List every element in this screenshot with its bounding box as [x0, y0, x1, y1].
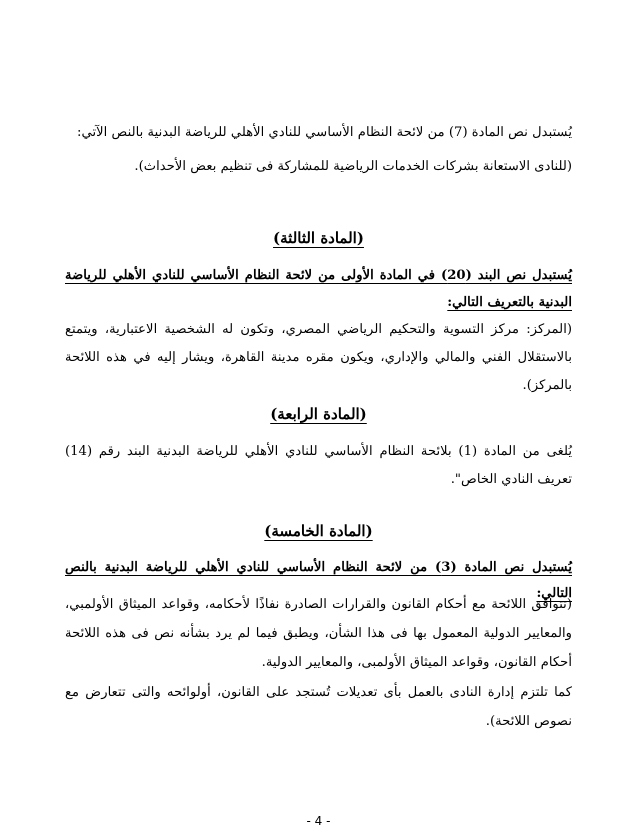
- article-4-body: يُلغى من المادة (1) بلائحة النظام الأساسي للنادي الأهلي للرياضة البدنية البند رقم (14) تعريف النادي الخاص".: [65, 444, 572, 487]
- page-number: - 4 -: [306, 814, 331, 828]
- article-5-instruction: يُستبدل نص المادة (3) من لائحة النظام الأساسي للنادي الأهلي للرياضة البدنية بالنص التالي:: [65, 560, 572, 601]
- article-5-paragraph-1: (تتوافق اللائحة مع أحكام القانون والقرارات الصادرة نفاذًا لأحكامه، وقواعد الميثاق الأولمبي، والمعايير الدولية المعمول بها فى هذا الشأن، ويطبق فيما لم يرد بشأنه نص فى هذه اللائحة أحكام القانون، وقواعد الميثاق الأولمبى، والمعايير الدولية.: [65, 597, 572, 670]
- article-4-heading-text: (المادة الرابعة): [270, 405, 367, 423]
- article-4-heading: [0, 402, 637, 426]
- article-3-instruction: يُستبدل نص البند (20) في المادة الأولى من لائحة النظام الأساسي للنادي الأهلي للرياضة البدنية بالتعريف التالي:: [65, 268, 572, 310]
- article-3-body: (المركز: مركز التسوية والتحكيم الرياضي المصري، وتكون له الشخصية الاعتبارية، ويتمتع بالاستقلال الفني والمالي والإداري، ويكون مقره مدينة القاهرة، ويشار إليه في هذه اللائحة بالمركز).: [65, 322, 572, 393]
- intro-line-1: يُستبدل نص المادة (7) من لائحة النظام الأساسي للنادي الأهلي للرياضة البدنية بالنص الآتي:: [77, 125, 572, 140]
- article-3-heading: [0, 226, 637, 250]
- intro-line-2: (للنادى الاستعانة بشركات الخدمات الرياضية للمشاركة فى تنظيم بعض الأحداث).: [134, 159, 572, 174]
- article-5-paragraph-2: كما تلتزم إدارة النادى بالعمل بأى تعديلات تُستجد على القانون، أولوائحه والتى تتعارض مع نصوص اللائحة).: [65, 685, 572, 729]
- article-5-heading-text: (المادة الخامسة): [264, 522, 373, 540]
- article-3-heading-text: (المادة الثالثة): [273, 229, 364, 247]
- article-5-heading: [0, 519, 637, 543]
